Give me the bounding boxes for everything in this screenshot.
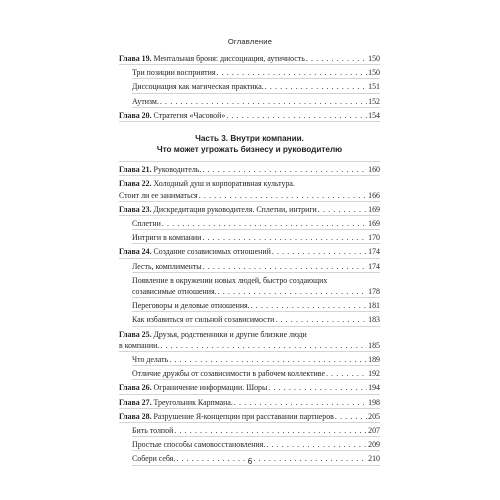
leader-dots bbox=[218, 286, 368, 297]
toc-entry-text: Простые способы самовосстановления. bbox=[132, 440, 266, 450]
page-reference: 189 bbox=[368, 355, 380, 365]
toc-entry-line bbox=[119, 178, 380, 189]
chapter-label: Глава 20. bbox=[119, 110, 152, 120]
toc-subsection-entry[interactable] bbox=[132, 423, 380, 437]
page-reference: 160 bbox=[368, 165, 380, 175]
toc-chapter-entry[interactable] bbox=[119, 162, 380, 176]
toc-entry-line bbox=[132, 314, 380, 325]
leader-dots bbox=[203, 261, 368, 272]
leader-dots bbox=[160, 96, 367, 107]
table-of-contents bbox=[119, 51, 380, 466]
toc-entry-line bbox=[132, 232, 380, 243]
toc-entry-title bbox=[119, 178, 295, 189]
toc-entry-line bbox=[119, 204, 380, 215]
toc-entry-title bbox=[132, 232, 201, 243]
page-reference: 181 bbox=[368, 301, 380, 311]
toc-chapter-entry[interactable] bbox=[119, 108, 380, 122]
toc-entry-text: Холодный душ и корпоративная культура. bbox=[153, 179, 295, 189]
toc-entry-title bbox=[119, 411, 334, 422]
toc-chapter-entry[interactable] bbox=[119, 176, 380, 201]
toc-subsection-entry[interactable] bbox=[132, 273, 380, 298]
toc-subsection-entry[interactable] bbox=[132, 352, 380, 366]
toc-entry-line bbox=[132, 300, 380, 311]
toc-entry-text: Лесть, комплименты bbox=[132, 261, 202, 271]
toc-entry-line bbox=[119, 329, 380, 340]
toc-entry-title bbox=[119, 204, 317, 215]
toc-entry-title bbox=[119, 329, 307, 340]
toc-entry-line bbox=[119, 340, 380, 351]
toc-entry-title bbox=[119, 397, 233, 408]
chapter-label: Глава 26. bbox=[119, 383, 152, 393]
toc-entry-line bbox=[119, 411, 380, 422]
toc-subsection-entry[interactable] bbox=[132, 94, 380, 108]
page-reference: 150 bbox=[368, 68, 380, 78]
leader-dots bbox=[202, 164, 367, 175]
leader-dots bbox=[266, 439, 367, 450]
page-reference: 166 bbox=[368, 190, 380, 200]
toc-entry-title bbox=[132, 286, 217, 297]
toc-entry-line bbox=[132, 81, 380, 92]
toc-entry-text: Диссоциация как магическая практика. bbox=[132, 82, 264, 92]
page-reference: 183 bbox=[368, 315, 380, 325]
chapter-label: Глава 19. bbox=[119, 54, 152, 63]
leader-dots bbox=[251, 300, 368, 311]
toc-entry-text: Стратегия «Часовой» bbox=[153, 110, 226, 120]
chapter-label: Глава 21. bbox=[119, 165, 152, 175]
toc-subsection-entry[interactable] bbox=[132, 312, 380, 326]
toc-entry-text: Сплетни bbox=[132, 219, 161, 229]
leader-dots bbox=[268, 382, 367, 393]
toc-entry-title bbox=[119, 53, 305, 64]
toc-entry-text: Создание созависимых отношений bbox=[153, 247, 271, 257]
toc-chapter-entry[interactable] bbox=[119, 380, 380, 394]
page-reference: 169 bbox=[368, 204, 380, 214]
toc-entry-title bbox=[119, 190, 198, 201]
toc-entry-title bbox=[132, 425, 173, 436]
page-reference: 152 bbox=[368, 96, 380, 106]
page-reference: 207 bbox=[368, 426, 380, 436]
toc-chapter-entry[interactable] bbox=[119, 395, 380, 409]
leader-dots bbox=[202, 232, 367, 243]
chapter-label: Глава 25. bbox=[119, 329, 152, 339]
toc-entry-line bbox=[132, 439, 380, 450]
leader-dots bbox=[265, 81, 367, 92]
toc-entry-text: созависимые отношения. bbox=[132, 287, 217, 297]
toc-entry-text: Собери себя. bbox=[132, 454, 176, 464]
page-reference: 174 bbox=[368, 261, 380, 271]
toc-entry-title bbox=[119, 164, 201, 175]
toc-entry-line bbox=[132, 218, 380, 229]
toc-entry-title bbox=[132, 368, 325, 379]
toc-entry-line bbox=[132, 286, 380, 297]
toc-entry-line bbox=[132, 368, 380, 379]
toc-subsection-entry[interactable] bbox=[132, 79, 380, 93]
toc-entry-text: Дискредитация руководителя. Сплетни, интриги bbox=[153, 204, 317, 214]
toc-entry-line bbox=[119, 382, 380, 393]
toc-subsection-entry[interactable] bbox=[132, 366, 380, 380]
toc-entry-text: Ментальная броня: диссоциация, аутичность bbox=[153, 54, 305, 63]
toc-entry-title bbox=[132, 354, 168, 365]
toc-entry-line bbox=[119, 110, 380, 121]
page-reference: 154 bbox=[368, 110, 380, 120]
toc-subsection-entry[interactable] bbox=[132, 437, 380, 451]
toc-entry-title bbox=[132, 96, 159, 107]
leader-dots bbox=[234, 397, 367, 408]
toc-entry-text: Бить толпой bbox=[132, 426, 174, 436]
toc-entry-line bbox=[132, 261, 380, 272]
page-reference: 210 bbox=[368, 454, 380, 464]
toc-entry-line bbox=[119, 53, 380, 64]
toc-entry-text: Стоит ли ее заниматься bbox=[119, 190, 198, 200]
toc-entry-title bbox=[132, 439, 265, 450]
leader-dots bbox=[174, 425, 367, 436]
toc-subsection-entry[interactable] bbox=[132, 216, 380, 230]
toc-entry-text: Разрушение Я-концепции при расставании партнеров bbox=[153, 411, 334, 421]
toc-entry-text: Отличие дружбы от созависимости в рабочем коллективе bbox=[132, 369, 325, 379]
toc-entry-title bbox=[119, 340, 159, 351]
toc-entry-text: Появление в окружении новых людей, быстро создающих bbox=[132, 275, 328, 285]
toc-entry-text: Что делать bbox=[132, 355, 169, 365]
leader-dots bbox=[318, 204, 367, 215]
toc-entry-title bbox=[132, 275, 327, 286]
leader-dots bbox=[326, 368, 367, 379]
chapter-label: Глава 24. bbox=[119, 247, 152, 257]
toc-entry-title bbox=[132, 314, 274, 325]
leader-dots bbox=[169, 354, 367, 365]
toc-entry-title bbox=[132, 300, 250, 311]
page-reference: 151 bbox=[368, 82, 380, 92]
page-reference: 178 bbox=[368, 287, 380, 297]
toc-subsection-entry[interactable] bbox=[132, 259, 380, 273]
toc-entry-line bbox=[119, 397, 380, 408]
page-reference: 192 bbox=[368, 369, 380, 379]
toc-chapter-entry[interactable] bbox=[119, 409, 380, 423]
toc-subsection-entry[interactable] bbox=[132, 65, 380, 79]
toc-entry-line bbox=[119, 190, 380, 201]
toc-entry-title bbox=[132, 261, 202, 272]
chapter-label: Глава 23. bbox=[119, 204, 152, 214]
toc-entry-line bbox=[132, 275, 380, 286]
toc-entry-text: Ограничение информации. Шоры bbox=[153, 383, 268, 393]
toc-chapter-entry[interactable] bbox=[119, 51, 380, 65]
toc-entry-text: Как избавиться от сильной созависимости bbox=[132, 315, 275, 325]
part-heading-line: Часть 3. Внутри компании. bbox=[195, 134, 304, 144]
toc-subsection-entry[interactable] bbox=[132, 230, 380, 244]
toc-entry-line bbox=[119, 246, 380, 257]
page-reference: 194 bbox=[368, 383, 380, 393]
leader-dots bbox=[160, 340, 367, 351]
leader-dots bbox=[306, 53, 367, 64]
toc-entry-line bbox=[132, 96, 380, 107]
leader-dots bbox=[216, 67, 367, 78]
toc-entry-text: Переговоры и деловые отношения. bbox=[132, 301, 250, 311]
part-heading-line: Что может угрожать бизнесу и руководителю bbox=[156, 144, 343, 154]
toc-entry-line bbox=[132, 354, 380, 365]
toc-chapter-entry[interactable] bbox=[119, 202, 380, 216]
toc-entry-title bbox=[132, 218, 161, 229]
toc-entry-text: в компании. bbox=[119, 340, 160, 350]
toc-entry-text: Треугольник Карпмана. bbox=[153, 397, 233, 407]
chapter-label: Глава 22. bbox=[119, 179, 152, 189]
page-reference: 209 bbox=[368, 440, 380, 450]
page-reference: 185 bbox=[368, 340, 380, 350]
running-head: Оглавление bbox=[227, 37, 273, 46]
toc-entry-title bbox=[119, 110, 225, 121]
leader-dots bbox=[275, 314, 367, 325]
toc-entry-title bbox=[132, 67, 215, 78]
chapter-label: Глава 28. bbox=[119, 411, 152, 421]
part-heading bbox=[119, 122, 380, 162]
toc-entry-title bbox=[119, 246, 271, 257]
toc-entry-title bbox=[119, 382, 267, 393]
leader-dots bbox=[335, 411, 367, 422]
page-reference: 169 bbox=[368, 219, 380, 229]
toc-entry-text: Руководитель. bbox=[153, 165, 202, 175]
page-reference: 150 bbox=[368, 54, 380, 63]
page-reference: 198 bbox=[368, 397, 380, 407]
page-number: 6 bbox=[247, 457, 253, 466]
leader-dots bbox=[226, 110, 367, 121]
toc-entry-line bbox=[119, 164, 380, 175]
toc-entry-text: Интриги в компании bbox=[132, 233, 202, 243]
chapter-label: Глава 27. bbox=[119, 397, 152, 407]
leader-dots bbox=[199, 190, 367, 201]
toc-entry-line bbox=[132, 67, 380, 78]
toc-entry-line bbox=[132, 425, 380, 436]
leader-dots bbox=[162, 218, 367, 229]
toc-entry-text: Три позиции восприятия bbox=[132, 68, 216, 78]
toc-subsection-entry[interactable] bbox=[132, 298, 380, 312]
page-reference: 170 bbox=[368, 233, 380, 243]
toc-entry-text: Друзья, родственники и другие близкие люди bbox=[153, 329, 307, 339]
toc-chapter-entry[interactable] bbox=[119, 244, 380, 258]
page-reference: 174 bbox=[368, 247, 380, 257]
toc-entry-text: Аутизм. bbox=[132, 96, 159, 106]
toc-entry-title bbox=[132, 81, 264, 92]
toc-chapter-entry[interactable] bbox=[119, 327, 380, 352]
page-reference: 205 bbox=[368, 411, 380, 421]
leader-dots bbox=[272, 246, 367, 257]
